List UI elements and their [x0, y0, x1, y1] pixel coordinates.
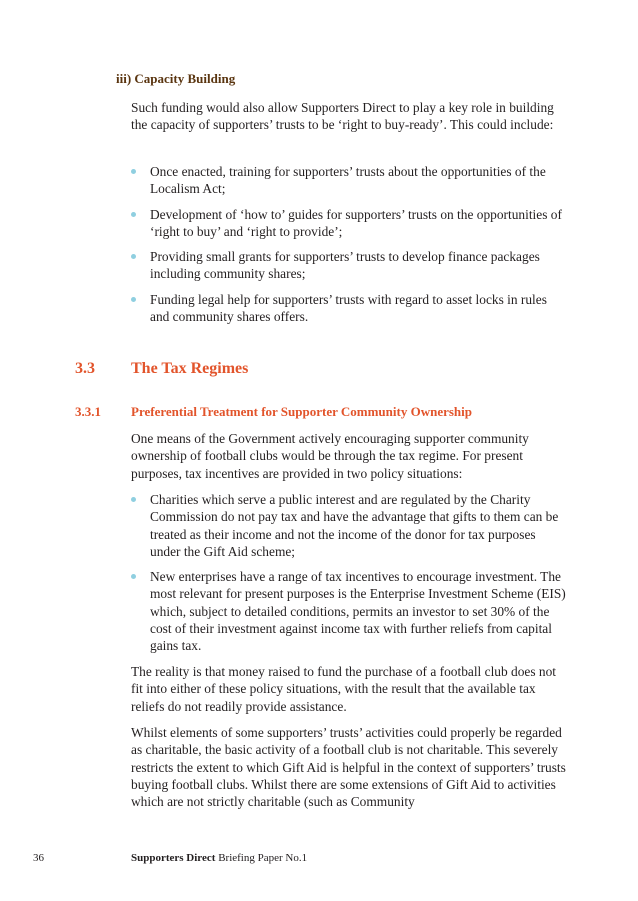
footer-brand: Supporters Direct: [131, 852, 216, 864]
subsection-intro-paragraph: One means of the Government actively encouraging supporter community ownership of football clubs would be through the tax regime. For present purposes, tax incentives are provided in two policy situations:: [131, 431, 529, 481]
footer-title: [131, 852, 307, 864]
list-item: New enterprises have a range of tax incentives to encourage investment. The most relevant for present purposes is the Enterprise Investment Scheme (EIS) which, subject to detailed conditions, permits an investor to set 30% of the cost of their investment against income tax with further reliefs from capital gains tax.: [131, 568, 568, 654]
bullet-dot-icon: [131, 212, 136, 217]
bullet-dot-icon: [131, 254, 136, 259]
section-number: 3.3: [75, 360, 95, 377]
page-number: 36: [33, 852, 44, 864]
list-item: Funding legal help for supporters’ trusts with regard to asset locks in rules and community shares offers.: [131, 291, 566, 326]
subsection-number: 3.3.1: [75, 404, 101, 419]
list-item: Once enacted, training for supporters’ trusts about the opportunities of the Localism Act;: [131, 163, 566, 198]
capacity-building-heading: iii) Capacity Building: [116, 71, 236, 86]
bullet-dot-icon: [131, 574, 136, 579]
list-item: Providing small grants for supporters’ trusts to develop finance packages including community shares;: [131, 248, 566, 283]
list-item: Development of ‘how to’ guides for supporters’ trusts on the opportunities of ‘right to buy’ and ‘right to provide’;: [131, 206, 566, 241]
gift-aid-paragraph: Whilst elements of some supporters’ trusts’ activities could properly be regarded as charitable, the basic activity of a football club is not charitable. This severely restricts the extent to which Gift Aid is helpful in the context of supporters’ trusts buying football clubs. Whilst there are some extensions of Gift Aid to activities which are not strictly charitable (such as Community: [131, 725, 566, 810]
reality-paragraph: The reality is that money raised to fund the purchase of a football club does not fit into either of these policy situations, with the result that the available tax reliefs do not readily provide assistance.: [131, 664, 557, 714]
list-item: Charities which serve a public interest and are regulated by the Charity Commission do not pay tax and have the advantage that gifts to them can be treated as their income and not the income of the donor for tax purposes under the Gift Aid scheme;: [131, 491, 568, 560]
tax-bullet-list: [131, 491, 568, 663]
bullet-dot-icon: [131, 497, 136, 502]
subsection-title: Preferential Treatment for Supporter Community Ownership: [131, 404, 472, 419]
capacity-bullet-list: [131, 163, 566, 333]
section-title: The Tax Regimes: [131, 360, 249, 377]
footer-paper-title: Briefing Paper No.1: [218, 852, 308, 864]
bullet-dot-icon: [131, 169, 136, 174]
capacity-intro-paragraph: Such funding would also allow Supporters Direct to play a key role in building the capacity of supporters’ trusts to be ‘right to buy-ready’. This could include:: [131, 100, 554, 133]
bullet-dot-icon: [131, 297, 136, 302]
